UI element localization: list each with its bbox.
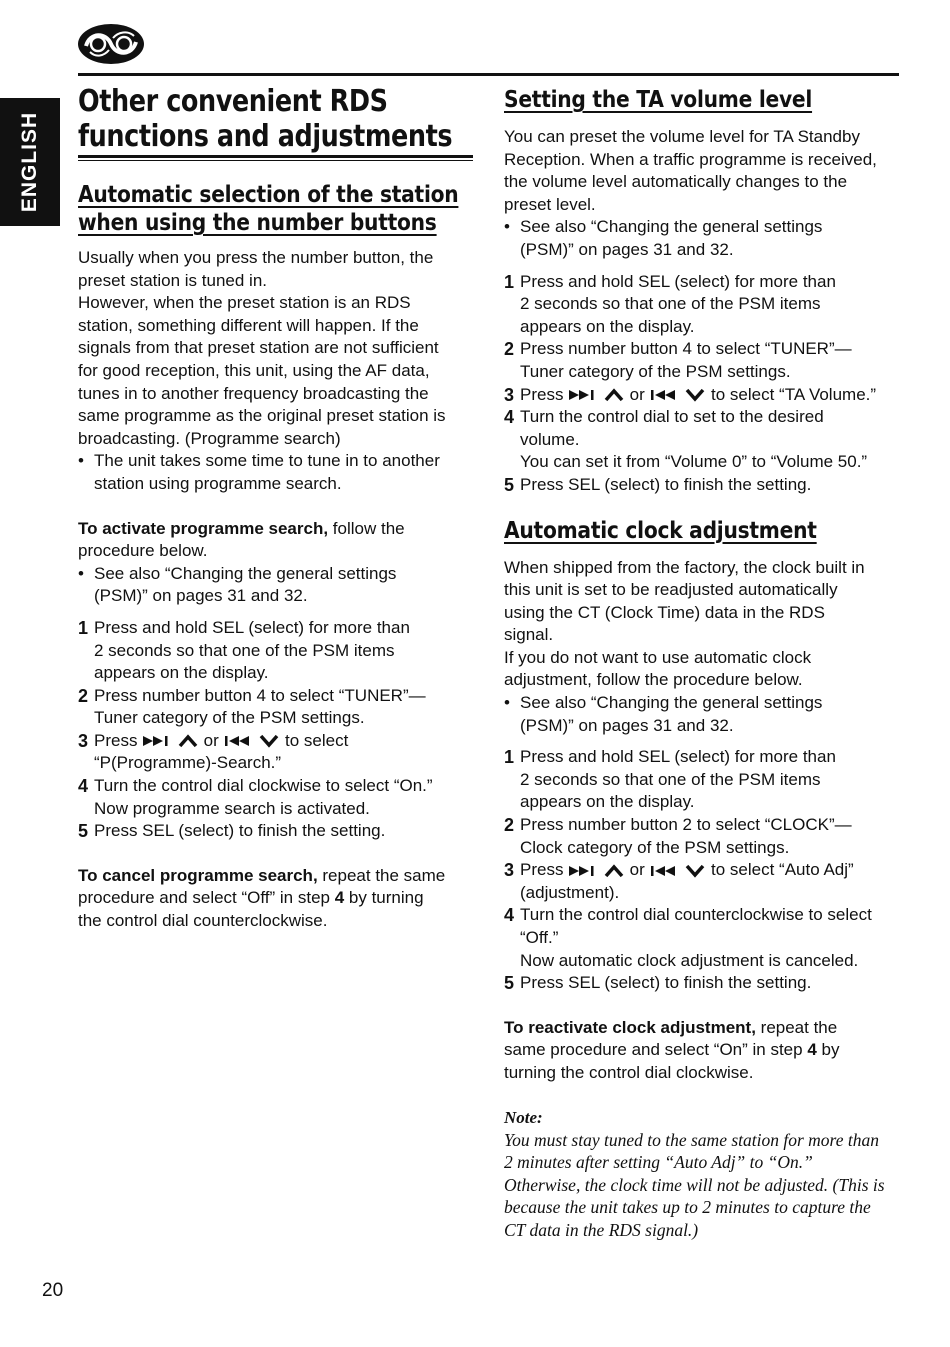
activate-paragraph (78, 518, 473, 563)
step-number: 1 (504, 271, 515, 292)
step-line: Press and hold SEL (select) for more than (520, 747, 836, 767)
step-number: 2 (504, 339, 515, 360)
page-number: 20 (42, 1280, 64, 1301)
step-line: “Off.” (520, 928, 559, 947)
cancel-text: procedure and select “Off” in step (78, 888, 335, 908)
activate-rest: follow the (328, 518, 405, 538)
note-line: Otherwise, the clock time will not be adjusted. (This is (504, 1174, 885, 1195)
note-block (504, 1107, 902, 1242)
step-text: or (203, 730, 219, 750)
step-line: Turn the control dial clockwise to select “On.” (94, 776, 433, 796)
step-item (504, 271, 902, 339)
step-item (78, 820, 473, 843)
step-line: Now programme search is activated. (94, 798, 370, 818)
step-text: Press (520, 860, 564, 880)
step-item (504, 406, 902, 474)
cancel-line3: the control dial counterclockwise. (78, 911, 328, 931)
cancel-paragraph (78, 865, 473, 933)
ta-intro-line: Reception. When a traffic programme is received, (504, 149, 877, 169)
step-number: 5 (504, 474, 515, 495)
bullet-line: • See also “Changing the general settings (520, 217, 823, 237)
step-line: volume. (520, 429, 580, 449)
steps-list (78, 617, 473, 843)
skip-forward-icon (568, 388, 598, 402)
intro-line: same programme as the original preset station is (78, 406, 446, 426)
step-line: Turn the control dial counterclockwise to select (520, 905, 872, 925)
activate-line2: procedure below. (78, 541, 208, 561)
step-number: 3 (504, 384, 515, 405)
clock-intro-line: using the CT (Clock Time) data in the RDS (504, 602, 825, 622)
reactivate-step-ref: 4 (807, 1040, 817, 1060)
intro-line: Usually when you press the number button, the (78, 248, 434, 267)
step-number: 1 (78, 617, 89, 638)
step-item (78, 775, 473, 820)
bullet-line: (PSM)” on pages 31 and 32. (94, 586, 308, 606)
step-text: or (629, 384, 645, 404)
bullet-item (504, 216, 902, 261)
step-item (504, 904, 902, 972)
step-number: 2 (504, 815, 515, 836)
clock-intro (504, 557, 902, 693)
skip-back-icon (650, 388, 680, 402)
note-line: CT data in the RDS signal.) (504, 1219, 699, 1240)
right-column (504, 84, 902, 1242)
skip-back-icon (224, 734, 254, 748)
bullet-line: (PSM)” on pages 31 and 32. (520, 239, 734, 259)
step-item (504, 859, 902, 904)
step-number: 5 (78, 821, 89, 842)
step-text: to select “TA Volume.” (711, 384, 877, 404)
ta-intro-line: You can preset the volume level for TA Standby (504, 127, 860, 146)
cancel-step-ref: 4 (334, 888, 345, 908)
up-arrow-icon (177, 734, 199, 748)
bullet-item (78, 450, 473, 495)
step-text: Press (94, 730, 138, 750)
step-line: Press SEL (select) to finish the setting. (520, 474, 812, 494)
step-line: Press and hold SEL (select) for more than (94, 617, 410, 637)
section-heading-ta-volume: Setting the TA volume level (504, 87, 813, 113)
intro-line: for good reception, this unit, using the AF data, (78, 360, 430, 380)
step-item (78, 617, 473, 685)
step-line: Press number button 4 to select “TUNER”— (520, 339, 852, 359)
reactivate-bold: To reactivate clock adjustment, (504, 1017, 756, 1037)
step-number: 3 (504, 860, 515, 881)
clock-intro-line: signal. (504, 625, 554, 645)
section-heading-line2: when using the number buttons (78, 210, 437, 236)
section-heading-line1: Automatic selection of the station (78, 182, 459, 208)
step-number: 4 (504, 407, 515, 428)
clock-intro-line: this unit is set to be readjusted automatically (504, 580, 838, 600)
step-line: Now automatic clock adjustment is canceled. (520, 950, 859, 970)
step-line: Clock category of the PSM settings. (520, 837, 790, 857)
left-column (78, 84, 473, 933)
clock-intro-line: When shipped from the factory, the clock built in (504, 557, 865, 577)
step-line: 2 seconds so that one of the PSM items (520, 769, 821, 789)
note-line: 2 minutes after setting “Auto Adj” to “On.” (504, 1152, 813, 1173)
page-title-line1: Other convenient RDS (78, 84, 388, 119)
cancel-text: by turning (344, 888, 424, 908)
ta-intro-line: the volume level automatically changes to the (504, 172, 848, 192)
bullet-item (504, 692, 902, 737)
step-item (78, 730, 473, 775)
intro-line: signals from that preset station are not sufficient (78, 338, 439, 358)
step-line: Press number button 4 to select “TUNER”— (94, 685, 426, 705)
step-line: Tuner category of the PSM settings. (94, 708, 365, 728)
bullet-item (78, 563, 473, 608)
step-line: Turn the control dial to set to the desired (520, 407, 824, 427)
skip-forward-icon (568, 864, 598, 878)
step-item (504, 474, 902, 497)
bullet-line: • The unit takes some time to tune in to another (94, 451, 440, 471)
intro-paragraph (78, 247, 473, 450)
reactivate-line3: turning the control dial clockwise. (504, 1062, 754, 1082)
reactivate-rest: repeat the (755, 1017, 838, 1037)
step-line: You can set it from “Volume 0” to “Volume 50.” (520, 452, 868, 472)
step-line: Press and hold SEL (select) for more than (520, 271, 836, 291)
skip-back-icon (650, 864, 680, 878)
step-text: or (629, 860, 645, 880)
clock-intro-line: adjustment, follow the procedure below. (504, 670, 803, 690)
bullet-line: (PSM)” on pages 31 and 32. (520, 715, 734, 735)
cancel-bold: To cancel programme search, (78, 865, 318, 885)
skip-forward-icon (142, 734, 172, 748)
bullet-line: station using programme search. (94, 473, 342, 493)
intro-line: station, something different will happen. If the (78, 315, 419, 335)
intro-line: broadcasting. (Programme search) (78, 428, 341, 448)
step-text: to select (285, 730, 349, 750)
step-line: 2 seconds so that one of the PSM items (520, 294, 821, 314)
intro-line: preset station is tuned in. (78, 270, 268, 290)
step-line: appears on the display. (94, 663, 269, 683)
reactivate-text: same procedure and select “On” in step (504, 1040, 808, 1060)
up-arrow-icon (603, 388, 625, 402)
bullet-line: • See also “Changing the general settings (94, 563, 397, 583)
step-text: to select “Auto Adj” (711, 860, 854, 880)
step-item (504, 972, 902, 995)
note-heading: Note: (504, 1107, 543, 1127)
reactivate-paragraph (504, 1017, 902, 1085)
note-line: You must stay tuned to the same station for more than (504, 1129, 879, 1150)
step-line: Press SEL (select) to finish the setting. (94, 821, 386, 841)
down-arrow-icon (684, 388, 706, 402)
step-text: Press (520, 384, 564, 404)
step-line: Tuner category of the PSM settings. (520, 361, 791, 381)
step-item (78, 685, 473, 730)
cancel-rest: repeat the same (317, 865, 446, 885)
section-heading-clock: Automatic clock adjustment (504, 517, 817, 544)
step-line: 2 seconds so that one of the PSM items (94, 640, 395, 660)
step-line: appears on the display. (520, 316, 695, 336)
step-number: 3 (78, 730, 89, 751)
bullet-line: • See also “Changing the general settings (520, 693, 823, 713)
step-line: Press number button 2 to select “CLOCK”— (520, 815, 852, 835)
clock-steps-list (504, 746, 902, 995)
step-number: 5 (504, 973, 515, 994)
intro-line: However, when the preset station is an RDS (78, 293, 411, 313)
step-line: (adjustment). (520, 882, 620, 902)
step-number: 4 (504, 905, 515, 926)
step-item (504, 746, 902, 814)
section-heading-auto-selection (78, 181, 474, 237)
step-number: 2 (78, 685, 89, 706)
step-item (504, 338, 902, 383)
step-line: “P(Programme)-Search.” (94, 753, 282, 773)
ta-steps-list (504, 271, 902, 497)
step-number: 4 (78, 776, 89, 797)
rds-logo-icon (76, 22, 146, 66)
ta-intro-line: preset level. (504, 194, 596, 214)
clock-intro-line: If you do not want to use automatic clock (504, 647, 812, 667)
intro-line: tunes in to another frequency broadcasting the (78, 383, 429, 403)
page-title-line2: functions and adjustments (78, 119, 453, 154)
step-number: 1 (504, 747, 515, 768)
step-line: appears on the display. (520, 792, 695, 812)
page-title (78, 84, 469, 154)
language-tab (0, 98, 60, 226)
up-arrow-icon (603, 864, 625, 878)
step-item (504, 814, 902, 859)
down-arrow-icon (258, 734, 280, 748)
step-line: Press SEL (select) to finish the setting. (520, 973, 812, 993)
note-line: because the unit takes up to 2 minutes to capture the (504, 1197, 871, 1218)
top-rule (78, 73, 899, 76)
language-tab-label: ENGLISH (18, 111, 41, 213)
reactivate-text: by (816, 1040, 840, 1060)
activate-bold: To activate programme search, (78, 518, 329, 538)
down-arrow-icon (684, 864, 706, 878)
ta-intro (504, 126, 902, 216)
title-rule (78, 155, 473, 161)
step-item (504, 384, 902, 407)
